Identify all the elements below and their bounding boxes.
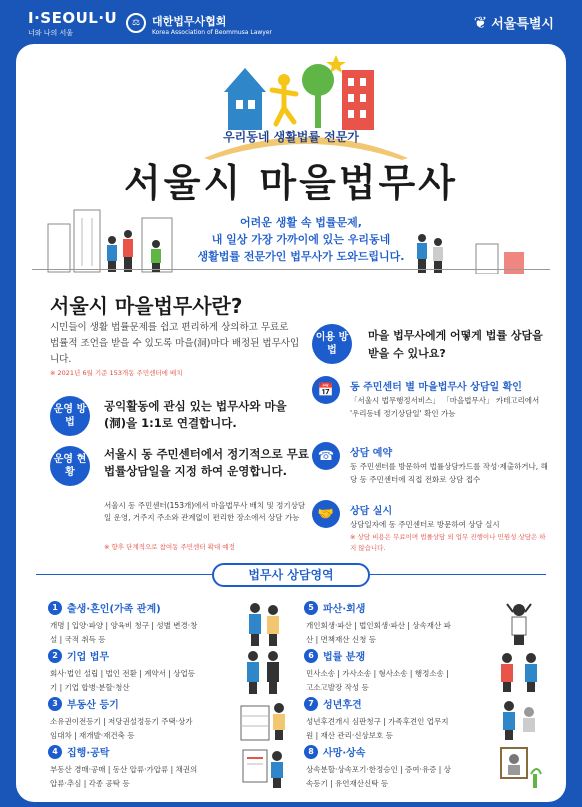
what-note: ※ 2021년 6월 기준 153개동 주민센터에 배치 xyxy=(50,369,183,377)
iseoulu-logo xyxy=(28,9,117,38)
city-people-illustration xyxy=(46,204,186,274)
seoul-city-logo xyxy=(474,13,554,32)
association-name: 대한법무사협회 xyxy=(152,15,227,28)
document-icon xyxy=(237,744,289,790)
area-description: 회사·법인 설립 | 법인 전환 | 계약서 | 상업등기 | 기업 합병·분할·청산 xyxy=(50,669,195,692)
areas-title: 법무사 상담영역 xyxy=(212,563,370,587)
area-description: 성년후견개시 심판청구 | 가족후견인 업무지원 | 재산 관리·신상보호 등 xyxy=(306,717,449,740)
area-title: 기업 법무 xyxy=(67,652,110,663)
step-3-description: 상담일자에 동 주민센터로 방문하여 상담 실시 xyxy=(350,520,500,529)
area-item-inheritance xyxy=(304,744,549,791)
building-icon xyxy=(237,696,289,742)
intro-line-2: 내 일상 가장 가까이에 있는 우리동네 xyxy=(211,233,391,246)
step-1-calendar-icon: 📅 xyxy=(312,376,340,404)
area-title: 집행·공탁 xyxy=(67,748,110,759)
area-number: 8 xyxy=(304,745,318,759)
area-number: 3 xyxy=(48,697,62,711)
area-description: 상속분할·상속포기·한정승인 | 증여·유증 | 상속등기 | 유언재산신탁 등 xyxy=(306,765,451,788)
area-number: 4 xyxy=(48,745,62,759)
area-description: 개명 | 입양·파양 | 양육비 청구 | 성별 변경·창설 | 국적 취득 등 xyxy=(50,621,198,644)
association-eng-name: Korea Association of Beommusa Lawyer xyxy=(152,29,272,36)
ground-line xyxy=(32,269,550,270)
intro-line-3: 생활법률 전문가인 법무사가 도와드립니다. xyxy=(197,250,405,263)
stressed-person-icon xyxy=(493,600,545,646)
area-item-real-estate xyxy=(48,696,293,743)
operation-status-note: ※ 향후 단계적으로 참여동 주민센터 확대 예정 xyxy=(104,543,235,551)
family-icon xyxy=(237,600,289,646)
area-title: 법률 분쟁 xyxy=(323,652,366,663)
section-title-what: 서울시 마을법무사란? xyxy=(50,294,243,318)
area-number: 6 xyxy=(304,649,318,663)
dispute-people-icon xyxy=(493,648,545,694)
area-number: 1 xyxy=(48,601,62,615)
usage-title: 마을 법무사에게 어떻게 법률 상담을 받을 수 있나요? xyxy=(368,329,543,360)
operation-status-title: 서울시 동 주민센터에서 정기적으로 무료 법률상담일을 지정 하여 운영합니다. xyxy=(104,447,309,478)
area-item-guardianship xyxy=(304,696,549,743)
area-item-birth-marriage xyxy=(48,600,293,647)
area-title: 부동산 등기 xyxy=(67,700,119,711)
operation-status-description: 서울시 동 주민센터(153개)에서 마을법무사 배치 및 정기상담일 운영, 거주지 주소와 관계없이 편리한 장소에서 상담 가능 xyxy=(104,501,306,522)
area-description: 부동산 경매·공매 | 동산 압류·가압류 | 채권의 압류·추심 | 각종 공탁 등 xyxy=(50,765,198,788)
association-seal-icon: ⚖ xyxy=(126,13,146,33)
top-bar xyxy=(0,0,582,44)
street-illustration xyxy=(406,230,531,274)
step-2-phone-icon: ☎ xyxy=(312,442,340,470)
village-illustration xyxy=(206,50,396,132)
area-title: 파산·회생 xyxy=(323,604,366,615)
area-number: 5 xyxy=(304,601,318,615)
step-3-title: 상담 실시 xyxy=(350,506,393,517)
badge-usage: 이용 방법 xyxy=(312,324,352,364)
area-title: 출생·혼인(가족 관계) xyxy=(67,604,161,615)
step-3-handshake-icon: 🤝 xyxy=(312,500,340,528)
seoul-symbol-icon: ❦ xyxy=(473,13,488,32)
step-2-title: 상담 예약 xyxy=(350,448,393,459)
area-description: 민사소송 | 가사소송 | 형사소송 | 행정소송 | 고소고발장 작성 등 xyxy=(306,669,449,692)
poster-card xyxy=(16,44,566,802)
area-description: 개인회생·파산 | 법인회생·파산 | 상속재산 파산 | 면책재산 신청 등 xyxy=(306,621,451,644)
area-description: 소유권이전등기 | 저당권설정등기 주택·상가 임대차 | 재개발·재건축 등 xyxy=(50,717,193,740)
badge-operation-method: 운영 방법 xyxy=(50,396,90,436)
badge-operation-status: 운영 현황 xyxy=(50,446,90,486)
area-number: 7 xyxy=(304,697,318,711)
area-title: 성년후견 xyxy=(323,700,362,711)
intro-line-1: 어려운 생활 속 법률문제, xyxy=(240,216,362,229)
memorial-portrait-icon xyxy=(493,744,545,790)
page-title: 서울시 마을법무사 xyxy=(124,161,458,205)
area-item-legal-dispute xyxy=(304,648,549,695)
caregiver-icon xyxy=(493,696,545,742)
hero-slogan: 우리동네 생활법률 전문가 xyxy=(223,130,359,144)
area-item-corporate xyxy=(48,648,293,695)
area-item-execution xyxy=(48,744,293,791)
step-3-note: ※ 상담 비용은 무료이며 법률상담 외 업무 진행이나 민원성 상담은 하지 않습니다. xyxy=(350,533,546,552)
step-1-title: 동 주민센터 별 마을법무사 상담일 확인 xyxy=(350,382,522,393)
logo-text: I·SEOUL·U xyxy=(28,9,118,27)
area-number: 2 xyxy=(48,649,62,663)
step-1-description: 「서울시 법무행정서비스」 「마을법무사」 카테고리에서 '우리동네 정기상담일' 확인 가능 xyxy=(350,396,540,418)
association-logo xyxy=(126,10,272,36)
logo-subtext: 너와 나의 서울 xyxy=(28,29,74,37)
area-item-bankruptcy xyxy=(304,600,549,647)
what-description: 시민들이 생활 법률문제를 쉽고 편리하게 상의하고 무료로 법률적 조언을 받을 수 있도록 마을(洞)마다 배정된 법무사입니다. xyxy=(50,322,300,365)
seoul-city-name: 서울특별시 xyxy=(491,17,554,32)
operation-method-text: 공익활동에 관심 있는 법무사와 마을(洞)을 1:1로 연결합니다. xyxy=(104,399,287,430)
business-people-icon xyxy=(237,648,289,694)
step-2-description: 동 주민센터를 방문하여 법률상담카드를 작성·제출하거나, 해당 동 주민센터에 직접 전화로 상담 접수 xyxy=(350,462,548,484)
area-title: 사망·상속 xyxy=(323,748,366,759)
intro-text xyxy=(186,214,416,265)
